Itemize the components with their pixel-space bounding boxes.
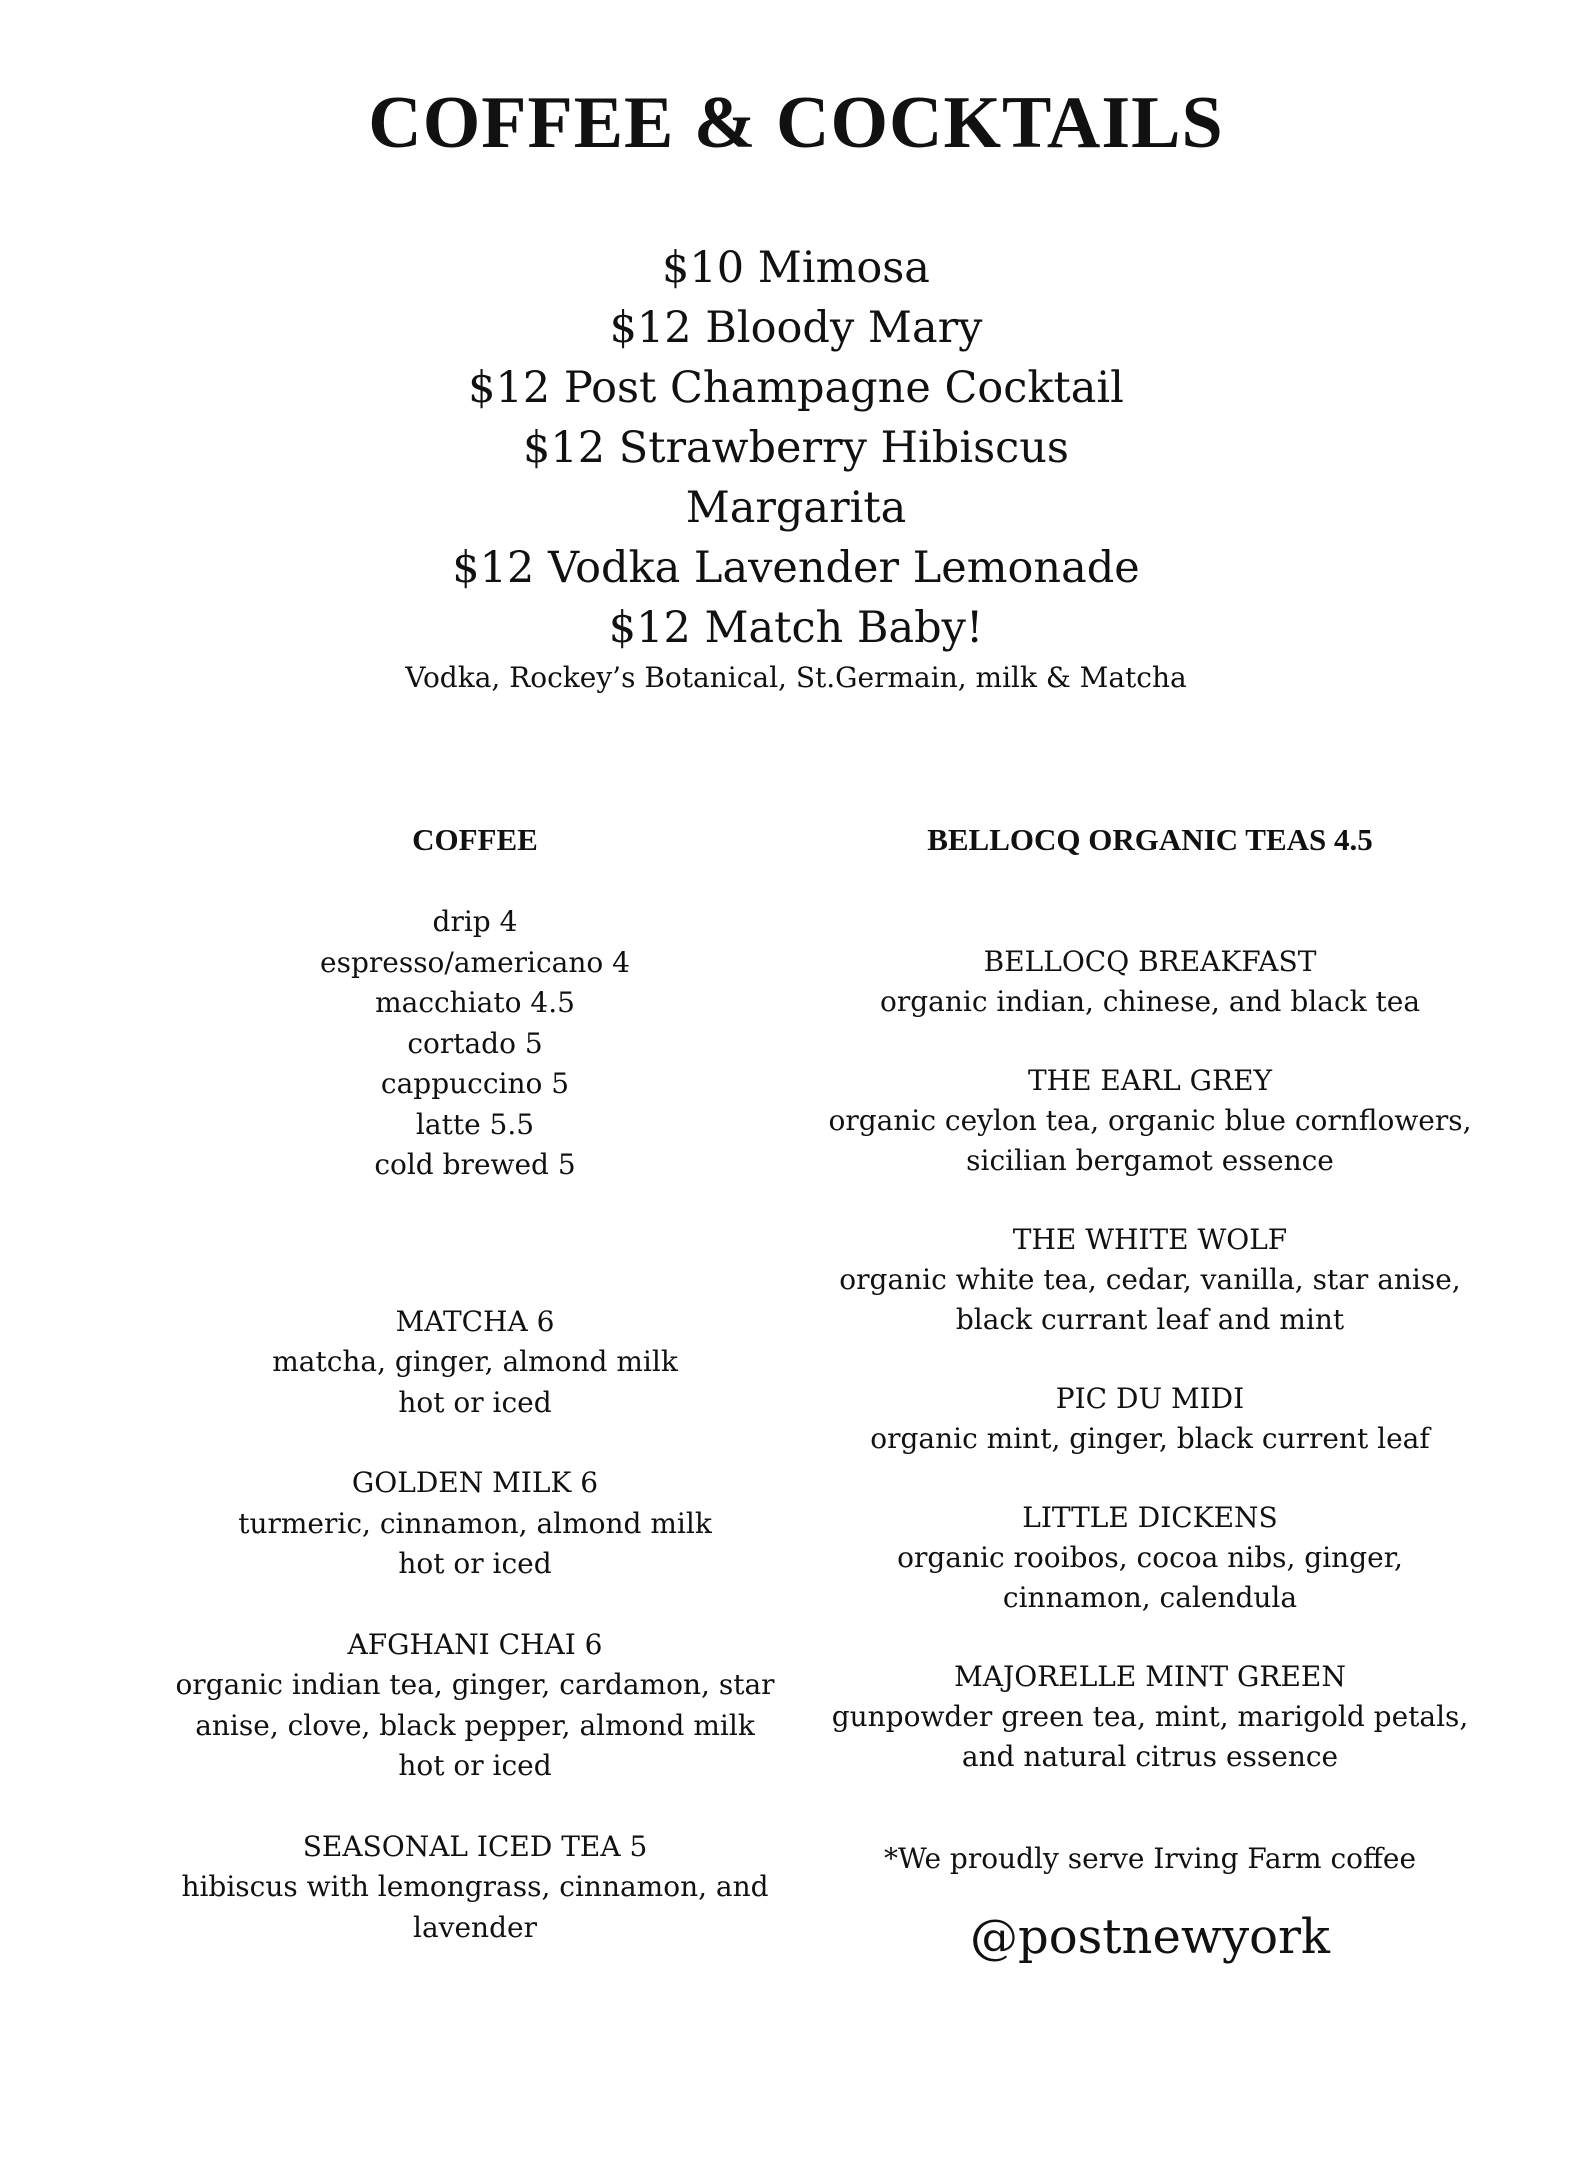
tea-description: organic rooibos, cocoa nibs, ginger,	[897, 1541, 1403, 1574]
drink-description: turmeric, cinnamon, almond milk	[238, 1506, 712, 1540]
cocktail-item: $12 Vodka Lavender Lemonade	[452, 543, 1140, 593]
tea-description: organic ceylon tea, organic blue cornflowers,	[828, 1104, 1472, 1137]
tea-description: organic indian, chinese, and black tea	[879, 985, 1421, 1018]
tea-description: organic mint, ginger, black current leaf	[870, 1422, 1430, 1455]
tea-description: black currant leaf and mint	[955, 1303, 1345, 1336]
cocktail-list	[0, 238, 1592, 698]
drink-name: AFGHANI CHAI 6	[347, 1627, 603, 1661]
coffee-item: latte 5.5	[415, 1107, 535, 1141]
drink-item	[160, 1302, 790, 1424]
drink-name: GOLDEN MILK 6	[351, 1466, 599, 1499]
coffee-list	[160, 902, 790, 1186]
drink-description: hibiscus with lemongrass, cinnamon, and	[181, 1870, 769, 1903]
cocktail-item: $10 Mimosa	[662, 243, 930, 293]
tea-item	[820, 1061, 1480, 1181]
cocktail-item: $12 Strawberry Hibiscus	[523, 423, 1069, 473]
drink-description: organic indian tea, ginger, cardamon, star	[175, 1668, 775, 1701]
drink-description: lavender	[413, 1910, 537, 1944]
specialty-drinks	[160, 1302, 790, 1949]
drink-description: hot or iced	[398, 1547, 552, 1580]
tea-description: and natural citrus essence	[961, 1740, 1339, 1773]
social-handle: @postnewyork	[970, 1909, 1330, 1965]
cocktail-item: $12 Bloody Mary	[609, 303, 983, 353]
coffee-item: drip 4	[432, 905, 518, 938]
tea-description: organic white tea, cedar, vanilla, star anise,	[839, 1263, 1461, 1296]
coffee-item: cortado 5	[407, 1026, 543, 1060]
cocktail-item: Margarita	[685, 483, 907, 533]
tea-item	[820, 1220, 1480, 1340]
tea-description: cinnamon, calendula	[1002, 1581, 1298, 1614]
page-title: COFFEE & COCKTAILS	[368, 82, 1224, 164]
drink-description: matcha, ginger, almond milk	[272, 1345, 678, 1378]
tea-description: gunpowder green tea, mint, marigold petals,	[831, 1700, 1469, 1733]
cocktail-item: $12 Post Champagne Cocktail	[468, 363, 1124, 413]
tea-name: LITTLE DICKENS	[1022, 1501, 1278, 1534]
drink-name: MATCHA 6	[395, 1304, 555, 1338]
tea-name: PIC DU MIDI	[1055, 1382, 1245, 1415]
tea-item	[820, 1379, 1480, 1459]
tea-name: THE EARL GREY	[1027, 1064, 1273, 1097]
tea-heading: BELLOCQ ORGANIC TEAS 4.5	[927, 822, 1373, 857]
tea-description: sicilian bergamot essence	[966, 1144, 1334, 1177]
coffee-item: macchiato 4.5	[375, 986, 575, 1019]
tea-item	[820, 1498, 1480, 1618]
tea-name: THE WHITE WOLF	[1012, 1223, 1288, 1256]
drink-item	[160, 1625, 790, 1787]
coffee-column	[160, 820, 790, 1948]
cocktail-description: Vodka, Rockey’s Botanical, St.Germain, milk & Matcha	[405, 661, 1187, 694]
drink-name: SEASONAL ICED TEA 5	[302, 1829, 648, 1863]
drink-description: anise, clove, black pepper, almond milk	[195, 1708, 755, 1742]
drink-item	[160, 1463, 790, 1585]
coffee-supplier-note: *We proudly serve Irving Farm coffee	[883, 1842, 1417, 1875]
coffee-item: espresso/americano 4	[320, 945, 630, 979]
coffee-heading: COFFEE	[412, 822, 538, 857]
tea-list	[820, 942, 1480, 1777]
tea-name: BELLOCQ BREAKFAST	[983, 945, 1317, 978]
tea-item	[820, 1657, 1480, 1777]
drink-description: hot or iced	[398, 1749, 552, 1782]
tea-name: MAJORELLE MINT GREEN	[954, 1660, 1346, 1693]
coffee-item: cappuccino 5	[380, 1067, 570, 1100]
tea-item	[820, 942, 1480, 1022]
tea-column	[820, 820, 1480, 1967]
coffee-item: cold brewed 5	[374, 1148, 576, 1181]
drink-description: hot or iced	[398, 1385, 552, 1419]
cocktail-item: $12 Match Baby!	[608, 603, 984, 653]
drink-item	[160, 1827, 790, 1949]
